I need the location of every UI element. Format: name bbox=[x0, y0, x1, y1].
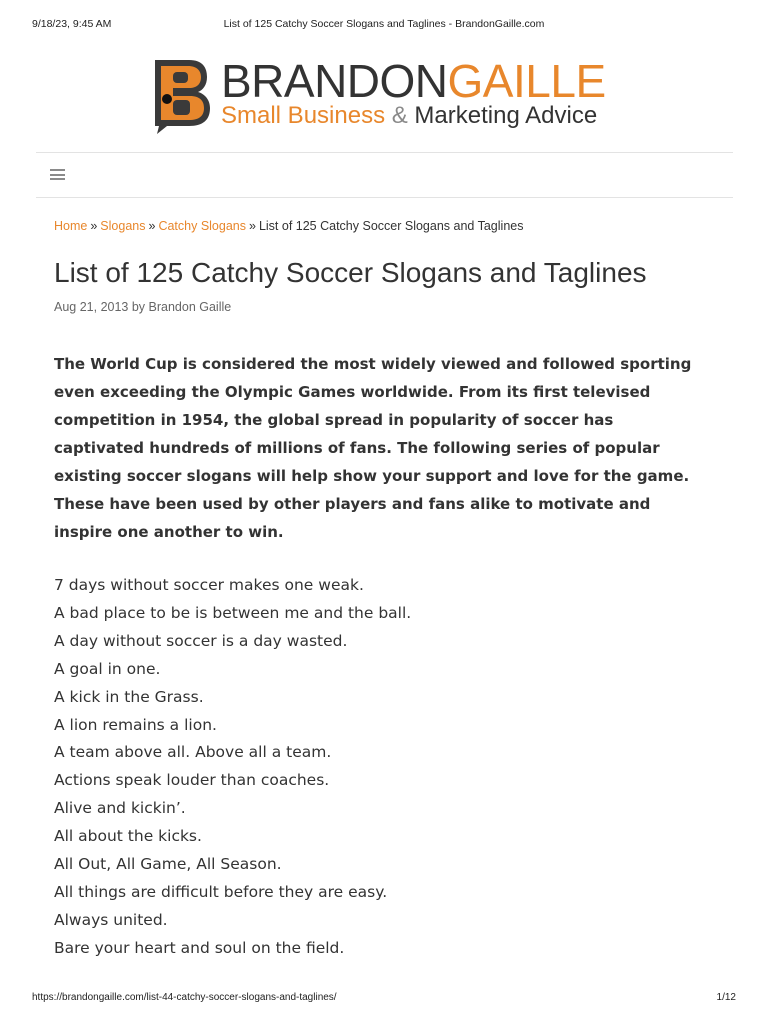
print-datetime: 9/18/23, 9:45 AM bbox=[32, 18, 112, 30]
print-footer bbox=[32, 992, 736, 1006]
brandongaille-logo-icon bbox=[149, 56, 213, 134]
site-logo[interactable] bbox=[149, 56, 629, 136]
slogan-list bbox=[54, 572, 411, 963]
article-title: List of 125 Catchy Soccer Slogans and Taglines bbox=[54, 257, 647, 288]
print-url: https://brandongaille.com/list-44-catchy-soccer-slogans-and-taglines/ bbox=[32, 992, 337, 1003]
logo-word-brandon: BRANDON bbox=[221, 55, 448, 107]
logo-tagline bbox=[221, 103, 597, 129]
slogan-item: A team above all. Above all a team. bbox=[54, 743, 332, 762]
slogan-item: Bare your heart and soul on the field. bbox=[54, 938, 345, 957]
logo-tagline-part2: Marketing Advice bbox=[414, 102, 598, 129]
print-page-title: List of 125 Catchy Soccer Slogans and Taglines - BrandonGaille.com bbox=[223, 18, 545, 30]
logo-word-gaille: GAILLE bbox=[447, 55, 606, 107]
breadcrumb-catchy-slogans-link[interactable]: Catchy Slogans bbox=[158, 219, 246, 233]
logo-tagline-ampersand: & bbox=[391, 102, 408, 129]
breadcrumb-home-link[interactable]: Home bbox=[54, 219, 88, 233]
logo-wordmark bbox=[221, 55, 606, 107]
slogan-item: Actions speak louder than coaches. bbox=[54, 771, 330, 790]
slogan-item: A kick in the Grass. bbox=[54, 687, 204, 706]
slogan-item: All about the kicks. bbox=[54, 827, 202, 846]
breadcrumb-separator: » bbox=[249, 219, 256, 233]
article-intro: The World Cup is considered the most widely viewed and followed sporting even exceeding the Olympic Games worldwide. From its first televised competition in 1954, the global spread in popularity of soccer has captivated hundreds of millions of fans. The following series of popular existing soccer slogans will help show your support and love for the game. These have been used by other players and fans alike to motivate and inspire one another to win. bbox=[54, 355, 692, 541]
breadcrumb-current: List of 125 Catchy Soccer Slogans and Taglines bbox=[258, 219, 524, 233]
breadcrumb-separator: » bbox=[90, 219, 98, 233]
hamburger-menu-icon[interactable] bbox=[50, 169, 65, 180]
slogan-item: A goal in one. bbox=[54, 659, 161, 678]
slogan-item: All things are difficult before they are easy. bbox=[54, 882, 388, 901]
slogan-item: 7 days without soccer makes one weak. bbox=[54, 576, 364, 594]
slogan-item: A bad place to be is between me and the ball. bbox=[54, 603, 412, 622]
breadcrumb bbox=[54, 218, 523, 234]
slogan-item: A day without soccer is a day wasted. bbox=[54, 631, 348, 650]
breadcrumb-slogans-link[interactable]: Slogans bbox=[100, 219, 146, 233]
nav-bar bbox=[36, 152, 733, 198]
slogan-item: Alive and kickin’. bbox=[54, 799, 186, 818]
article-meta: Aug 21, 2013 by Brandon Gaille bbox=[54, 300, 232, 314]
slogan-item: A lion remains a lion. bbox=[54, 715, 217, 734]
print-header bbox=[32, 18, 736, 32]
slogan-item: Always united. bbox=[54, 910, 168, 929]
logo-tagline-part1: Small Business bbox=[221, 102, 386, 129]
breadcrumb-separator: » bbox=[148, 219, 156, 233]
slogan-item: All Out, All Game, All Season. bbox=[54, 855, 282, 874]
print-page-number: 1/12 bbox=[716, 992, 736, 1003]
